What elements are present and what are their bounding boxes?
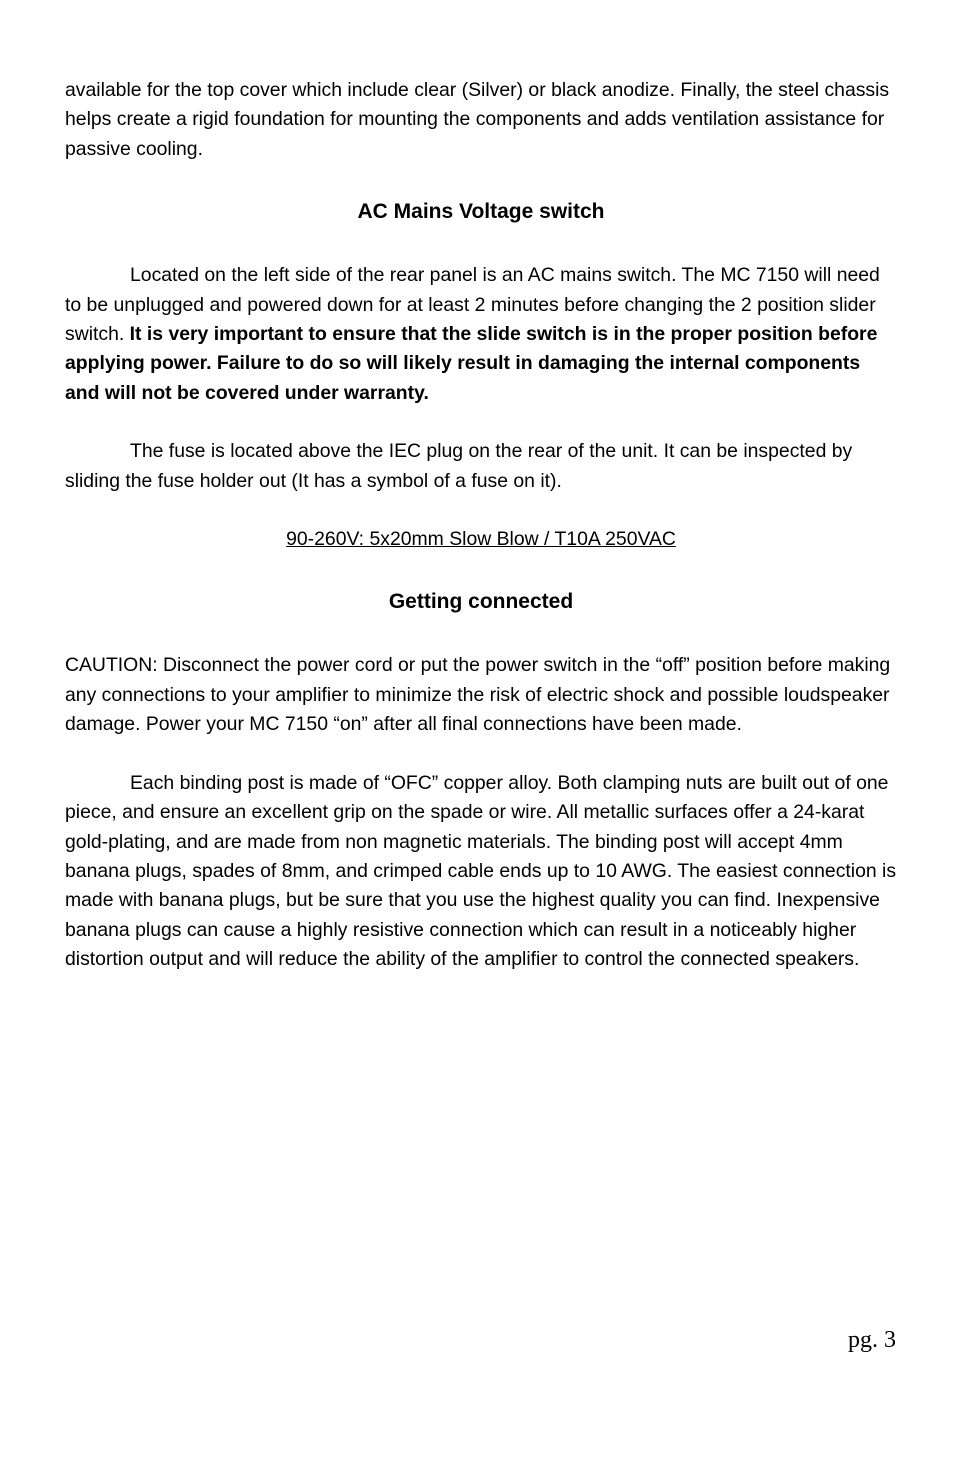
- binding-posts-paragraph: Each binding post is made of “OFC” copper alloy. Both clamping nuts are built out of one piece, and ensure an excellent grip on the spade or wire. All metallic surfaces offer a 24-karat gold-plating, and are made from non magnetic materials. The binding post will accept 4mm banana plugs, spades of 8mm, and crimped cable ends up to 10 AWG. The easiest connection is made with banana plugs, but be sure that you use the highest quality you can find. Inexpensive banana plugs can cause a highly resistive connection which can result in a noticeably higher distortion output and will reduce the ability of the amplifier to control the connected speakers.: [65, 771, 897, 971]
- ac-mains-paragraph: [65, 261, 897, 408]
- document-page: [65, 76, 897, 975]
- caution-paragraph: CAUTION: Disconnect the power cord or put the power switch in the “off” position before making any connections to your amplifier to minimize the risk of electric shock and possible loudspeaker damage. Power your MC 7150 “on” after all final connections have been made.: [65, 654, 891, 736]
- fuse-spec: 90-260V: 5x20mm Slow Blow / T10A 250VAC: [286, 528, 676, 551]
- ac-mains-paragraph-text: Located on the left side of the rear panel is an AC mains switch. The MC 7150 will need to be unplugged and powered down for at least 2 minutes before changing the 2 position slider switch.: [65, 264, 880, 346]
- ac-mains-warning: It is very important to ensure that the slide switch is in the proper position before applying power. Failure to do so will likely result in damaging the internal components and will not be covered under warranty.: [65, 323, 878, 404]
- ac-mains-heading: AC Mains Voltage switch: [357, 200, 605, 224]
- fuse-paragraph: The fuse is located above the IEC plug on the rear of the unit. It can be inspected by sliding the fuse holder out (It has a symbol of a fuse on it).: [65, 440, 853, 492]
- page-number: pg. 3: [848, 1327, 896, 1353]
- intro-paragraph: available for the top cover which include clear (Silver) or black anodize. Finally, the steel chassis helps create a rigid foundation for mounting the components and adds ventilation assistance for passive cooling.: [65, 79, 890, 160]
- getting-connected-heading: Getting connected: [388, 590, 574, 614]
